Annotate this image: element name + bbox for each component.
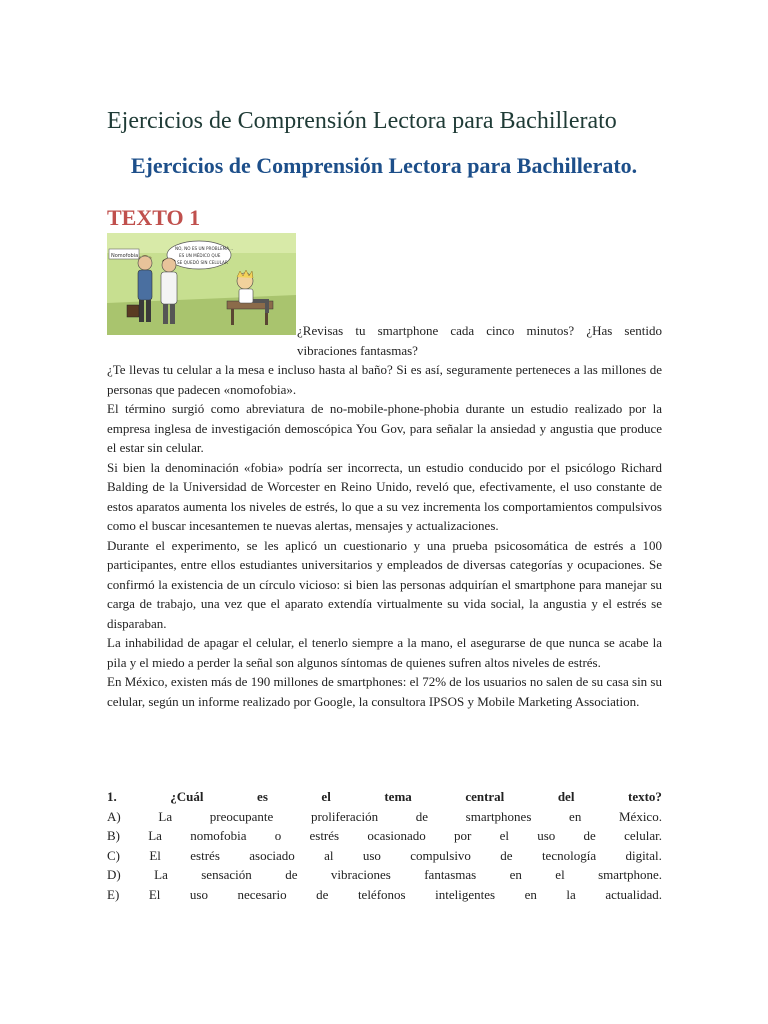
document-title: Ejercicios de Comprensión Lectora para Bachillerato <box>107 108 617 134</box>
option-word: tecnología <box>541 847 597 863</box>
section-label: TEXTO 1 <box>107 205 201 230</box>
question-word: tema <box>384 789 412 804</box>
question-word: ¿Cuál <box>170 789 204 804</box>
question-word: del <box>557 789 575 804</box>
question-word: el <box>321 789 331 804</box>
option-word: teléfonos <box>357 886 406 902</box>
option-word: smartphones <box>465 808 532 824</box>
question-title <box>107 787 662 807</box>
option-word: nomofobia <box>190 828 247 843</box>
option-word: La <box>158 808 173 824</box>
reading-text <box>107 321 662 711</box>
option-word: uso <box>189 886 208 902</box>
option-word: La <box>148 828 162 843</box>
option-word: por <box>454 828 472 843</box>
option-word: al <box>324 847 334 863</box>
paragraph: La inhabilidad de apagar el celular, el tenerlo siempre a la mano, el asegurarse de que nunca se acabe la pila y el miedo a perder la señal son algunos síntomas de quienes sufren altos niveles de estrés. <box>107 635 662 670</box>
option-word: B) <box>107 828 120 843</box>
option-word: en <box>509 867 522 882</box>
answer-option-e <box>107 885 662 905</box>
bubble-line-2: ES UN MÉDICO QUE <box>179 253 221 258</box>
question-word: es <box>257 789 268 804</box>
option-word: La <box>154 867 168 882</box>
question-word: 1. <box>107 789 117 804</box>
bubble-line-1: NO, NO ES UN PROBLEMA... <box>175 246 233 251</box>
question-block <box>107 787 662 904</box>
question-word: central <box>465 789 505 804</box>
option-word: o <box>274 828 282 843</box>
option-word: digital. <box>625 847 662 863</box>
option-word: inteligentes <box>435 886 496 902</box>
option-word: necesario <box>237 886 287 902</box>
bubble-line-3: SE QUEDÓ SIN CELULAR <box>177 260 228 265</box>
option-word: México. <box>618 808 662 824</box>
option-word: de <box>285 867 298 882</box>
option-word: compulsivo <box>410 847 471 863</box>
option-word: uso <box>362 847 381 863</box>
answer-option-c <box>107 846 662 866</box>
option-word: E) <box>107 886 120 902</box>
option-word: de <box>316 886 329 902</box>
option-word: fantasmas <box>424 867 477 882</box>
option-word: A) <box>107 808 121 824</box>
answer-option-a <box>107 807 662 827</box>
option-word: uso <box>537 828 556 843</box>
option-word: en <box>524 886 537 902</box>
option-word: preocupante <box>209 808 274 824</box>
option-word: de <box>500 847 513 863</box>
paragraph: Si bien la denominación «fobia» podría ser incorrecta, un estudio conducido por el psicólogo Richard Balding de la Universidad de Worcester en Reino Unido, reveló que, efectivamente, el uso constante de estos aparatos aumenta los niveles de estrés, lo que a su vez incrementa los comportamientos compulsivos como el buscar incesantemen te nuevas alertas, mensajes y actualizaciones. <box>107 459 662 533</box>
option-word: El <box>149 847 161 863</box>
page-heading: Ejercicios de Comprensión Lectora para Bachillerato. <box>130 153 638 178</box>
option-word: ocasionado <box>367 828 426 843</box>
option-word: estrés <box>309 828 340 843</box>
paragraph: El término surgió como abreviatura de no-mobile-phone-phobia durante un estudio realizado por la empresa inglesa de investigación demoscópica You Gov, para señalar la ansiedad y angustia que produce el estar sin celular. <box>107 401 662 455</box>
paragraph: Durante el experimento, se les aplicó un cuestionario y una prueba psicosomática de estrés a 100 participantes, entre ellos estudiantes universitarios y empleados de diversas categorías y ocupaciones. Se confirmó la existencia de un círculo vicioso: si bien las personas adquirían el smartphone para manejar su carga de trabajo, una vez que el aparato extendía virtualmente su vida social, la angustia y el estrés se disparaban. <box>107 537 662 631</box>
option-word: de <box>415 808 429 824</box>
option-word: C) <box>107 847 120 863</box>
option-word: asociado <box>249 847 295 863</box>
option-word: en <box>569 808 582 824</box>
option-word: sensación <box>201 867 252 882</box>
sign-text: Nomofobia <box>111 253 139 259</box>
question-word: texto? <box>627 789 662 804</box>
option-word: El <box>148 886 161 902</box>
option-word: la <box>566 886 576 902</box>
option-word: el <box>555 867 565 882</box>
answer-option-b <box>107 826 662 846</box>
option-word: smartphone. <box>598 867 662 882</box>
option-word: estrés <box>190 847 220 863</box>
paragraph: ¿Revisas tu smartphone cada cinco minutos? ¿Has sentido vibraciones fantasmas? <box>297 323 662 358</box>
answer-option-d <box>107 865 662 885</box>
option-word: D) <box>107 867 121 882</box>
paragraph: ¿Te llevas tu celular a la mesa e incluso hasta al baño? Si es así, seguramente perteneces a las millones de personas que padecen «nomofobia». <box>107 362 662 397</box>
paragraph: En México, existen más de 190 millones de smartphones: el 72% de los usuarios no salen de su casa sin su celular, según un informe realizado por Google, la consultora IPSOS y Mobile Marketing Association. <box>107 674 662 709</box>
option-word: de <box>583 828 596 843</box>
option-word: vibraciones <box>330 867 391 882</box>
option-word: celular. <box>624 828 662 843</box>
option-word: actualidad. <box>605 886 662 902</box>
option-word: proliferación <box>310 808 379 824</box>
nomophobia-cartoon <box>107 233 296 335</box>
option-word: el <box>499 828 510 843</box>
